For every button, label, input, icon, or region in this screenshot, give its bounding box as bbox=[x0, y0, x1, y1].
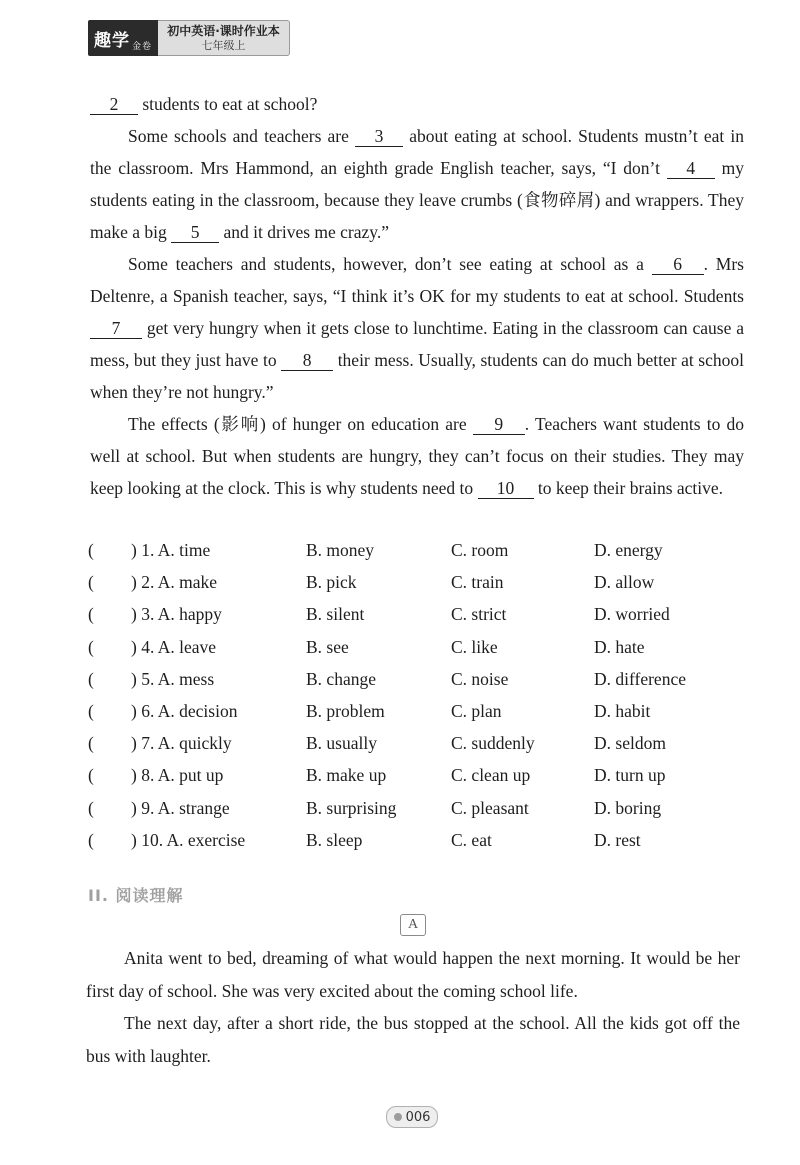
cloze-paragraph-1 bbox=[90, 120, 744, 248]
publisher-logo bbox=[88, 20, 158, 56]
blank-6: 6 bbox=[652, 255, 704, 275]
option-a: ) 1. A. time bbox=[131, 540, 211, 560]
cloze-text: their mess. Usually, students can do much better at school when they’re not hungry.” bbox=[90, 350, 744, 402]
blank-8: 8 bbox=[281, 351, 333, 371]
option-c: C. noise bbox=[451, 668, 509, 689]
answer-paren[interactable]: ( bbox=[88, 700, 94, 721]
option-a: ) 3. A. happy bbox=[131, 604, 222, 625]
option-a: ) 8. A. put up bbox=[131, 765, 224, 786]
option-a: ) 9. A. strange bbox=[131, 797, 230, 818]
cloze-text: . Mrs Deltenre, a Spanish teacher, says, “I think it’s OK for my students to eat at school. Students bbox=[90, 254, 744, 306]
option-b: B. make up bbox=[306, 765, 387, 786]
passage-label: A bbox=[400, 914, 426, 936]
answer-paren[interactable]: ( bbox=[88, 797, 94, 818]
cloze-paragraph-0 bbox=[90, 88, 744, 120]
answer-paren[interactable]: ( bbox=[88, 829, 94, 850]
option-b: B. see bbox=[306, 636, 349, 657]
option-c: C. clean up bbox=[451, 765, 531, 786]
option-c: C. suddenly bbox=[451, 733, 535, 754]
cloze-text: students to eat at school? bbox=[138, 94, 318, 114]
cloze-text: . Teachers want students to do well at school. But when students are hungry, they can’t focus on their studies. They may keep looking at the clock. This is why students need to bbox=[90, 414, 744, 498]
book-title: 初中英语·课时作业本 bbox=[167, 23, 280, 38]
cloze-text: Some schools and teachers are bbox=[128, 126, 356, 146]
option-a: ) 6. A. decision bbox=[131, 700, 238, 721]
option-b: B. change bbox=[306, 668, 376, 689]
answer-paren[interactable]: ( bbox=[88, 668, 94, 689]
cloze-paragraph-3 bbox=[90, 408, 744, 504]
answer-paren[interactable]: ( bbox=[88, 636, 94, 657]
logo-small-text: 金卷 bbox=[131, 42, 152, 52]
option-d: D. difference bbox=[594, 668, 686, 689]
option-a: ) 4. A. leave bbox=[131, 636, 217, 657]
option-b: B. sleep bbox=[306, 829, 363, 850]
answer-paren[interactable]: ( bbox=[88, 540, 94, 560]
dot-icon bbox=[394, 1113, 402, 1121]
answer-paren[interactable]: ( bbox=[88, 604, 94, 625]
cloze-text: to keep their brains active. bbox=[533, 478, 724, 498]
blank-2: 2 bbox=[90, 95, 138, 115]
option-c: C. eat bbox=[451, 829, 492, 850]
option-d: D. habit bbox=[594, 700, 651, 721]
option-c: C. pleasant bbox=[451, 797, 529, 818]
option-d: D. seldom bbox=[594, 733, 666, 754]
blank-3: 3 bbox=[355, 127, 403, 147]
option-a: ) 7. A. quickly bbox=[131, 733, 232, 754]
option-c: C. train bbox=[451, 572, 504, 593]
section-title: II. 阅读理解 bbox=[88, 886, 184, 905]
blank-7: 7 bbox=[90, 319, 142, 339]
cloze-text: my students eating in the classroom, because they leave crumbs (食物碎屑) and wrappers. They make a big bbox=[90, 158, 744, 242]
answer-paren[interactable]: ( bbox=[88, 733, 94, 754]
option-d: D. boring bbox=[594, 797, 662, 818]
option-a: ) 5. A. mess bbox=[131, 668, 215, 689]
option-d: D. turn up bbox=[594, 765, 666, 786]
option-d: D. hate bbox=[594, 636, 645, 657]
page-number-badge bbox=[386, 1106, 438, 1128]
cloze-paragraph-2 bbox=[90, 248, 744, 408]
option-b: B. pick bbox=[306, 572, 357, 593]
cloze-text: and it drives me crazy.” bbox=[219, 222, 390, 242]
option-d: D. energy bbox=[594, 540, 663, 560]
option-a: ) 2. A. make bbox=[131, 572, 218, 593]
reading-passage bbox=[86, 942, 740, 1072]
grade-label: 七年级上 bbox=[201, 38, 246, 52]
option-a: ) 10. A. exercise bbox=[131, 829, 246, 850]
blank-4: 4 bbox=[667, 159, 715, 179]
book-title-box bbox=[158, 20, 290, 56]
option-b: B. problem bbox=[306, 700, 385, 721]
blank-10: 10 bbox=[478, 479, 534, 499]
option-d: D. worried bbox=[594, 604, 670, 625]
option-c: C. plan bbox=[451, 700, 502, 721]
option-b: B. usually bbox=[306, 733, 377, 754]
logo-text: 趣学 bbox=[93, 30, 130, 51]
option-c: C. strict bbox=[451, 604, 507, 625]
cloze-text: about eating at school. Students mustn’t eat in the classroom. Mrs Hammond, an eighth grade English teacher, says, “I don’t bbox=[90, 126, 744, 178]
option-c: C. like bbox=[451, 636, 498, 657]
option-b: B. surprising bbox=[306, 797, 397, 818]
book-header bbox=[88, 20, 290, 56]
cloze-text: get very hungry when it gets close to lunchtime. Eating in the classroom can cause a mess, but they just have to bbox=[90, 318, 744, 370]
cloze-passage bbox=[90, 88, 744, 504]
option-c: C. room bbox=[451, 540, 509, 560]
cloze-text: Some teachers and students, however, don’t see eating at school as a bbox=[128, 254, 652, 274]
option-b: B. silent bbox=[306, 604, 365, 625]
blank-9: 9 bbox=[473, 415, 525, 435]
blank-5: 5 bbox=[171, 223, 219, 243]
reading-paragraph-2: The next day, after a short ride, the bus stopped at the school. All the kids got off the bus with laughter. bbox=[86, 1013, 740, 1066]
answer-paren[interactable]: ( bbox=[88, 765, 94, 786]
reading-paragraph-1: Anita went to bed, dreaming of what would happen the next morning. It would be her first day of school. She was very excited about the coming school life. bbox=[86, 948, 740, 1001]
page-number: 006 bbox=[405, 1109, 431, 1125]
cloze-text: The effects (影响) of hunger on education are bbox=[128, 414, 473, 434]
option-b: B. money bbox=[306, 540, 375, 560]
answer-paren[interactable]: ( bbox=[88, 572, 94, 593]
option-d: D. allow bbox=[594, 572, 655, 593]
option-d: D. rest bbox=[594, 829, 641, 850]
